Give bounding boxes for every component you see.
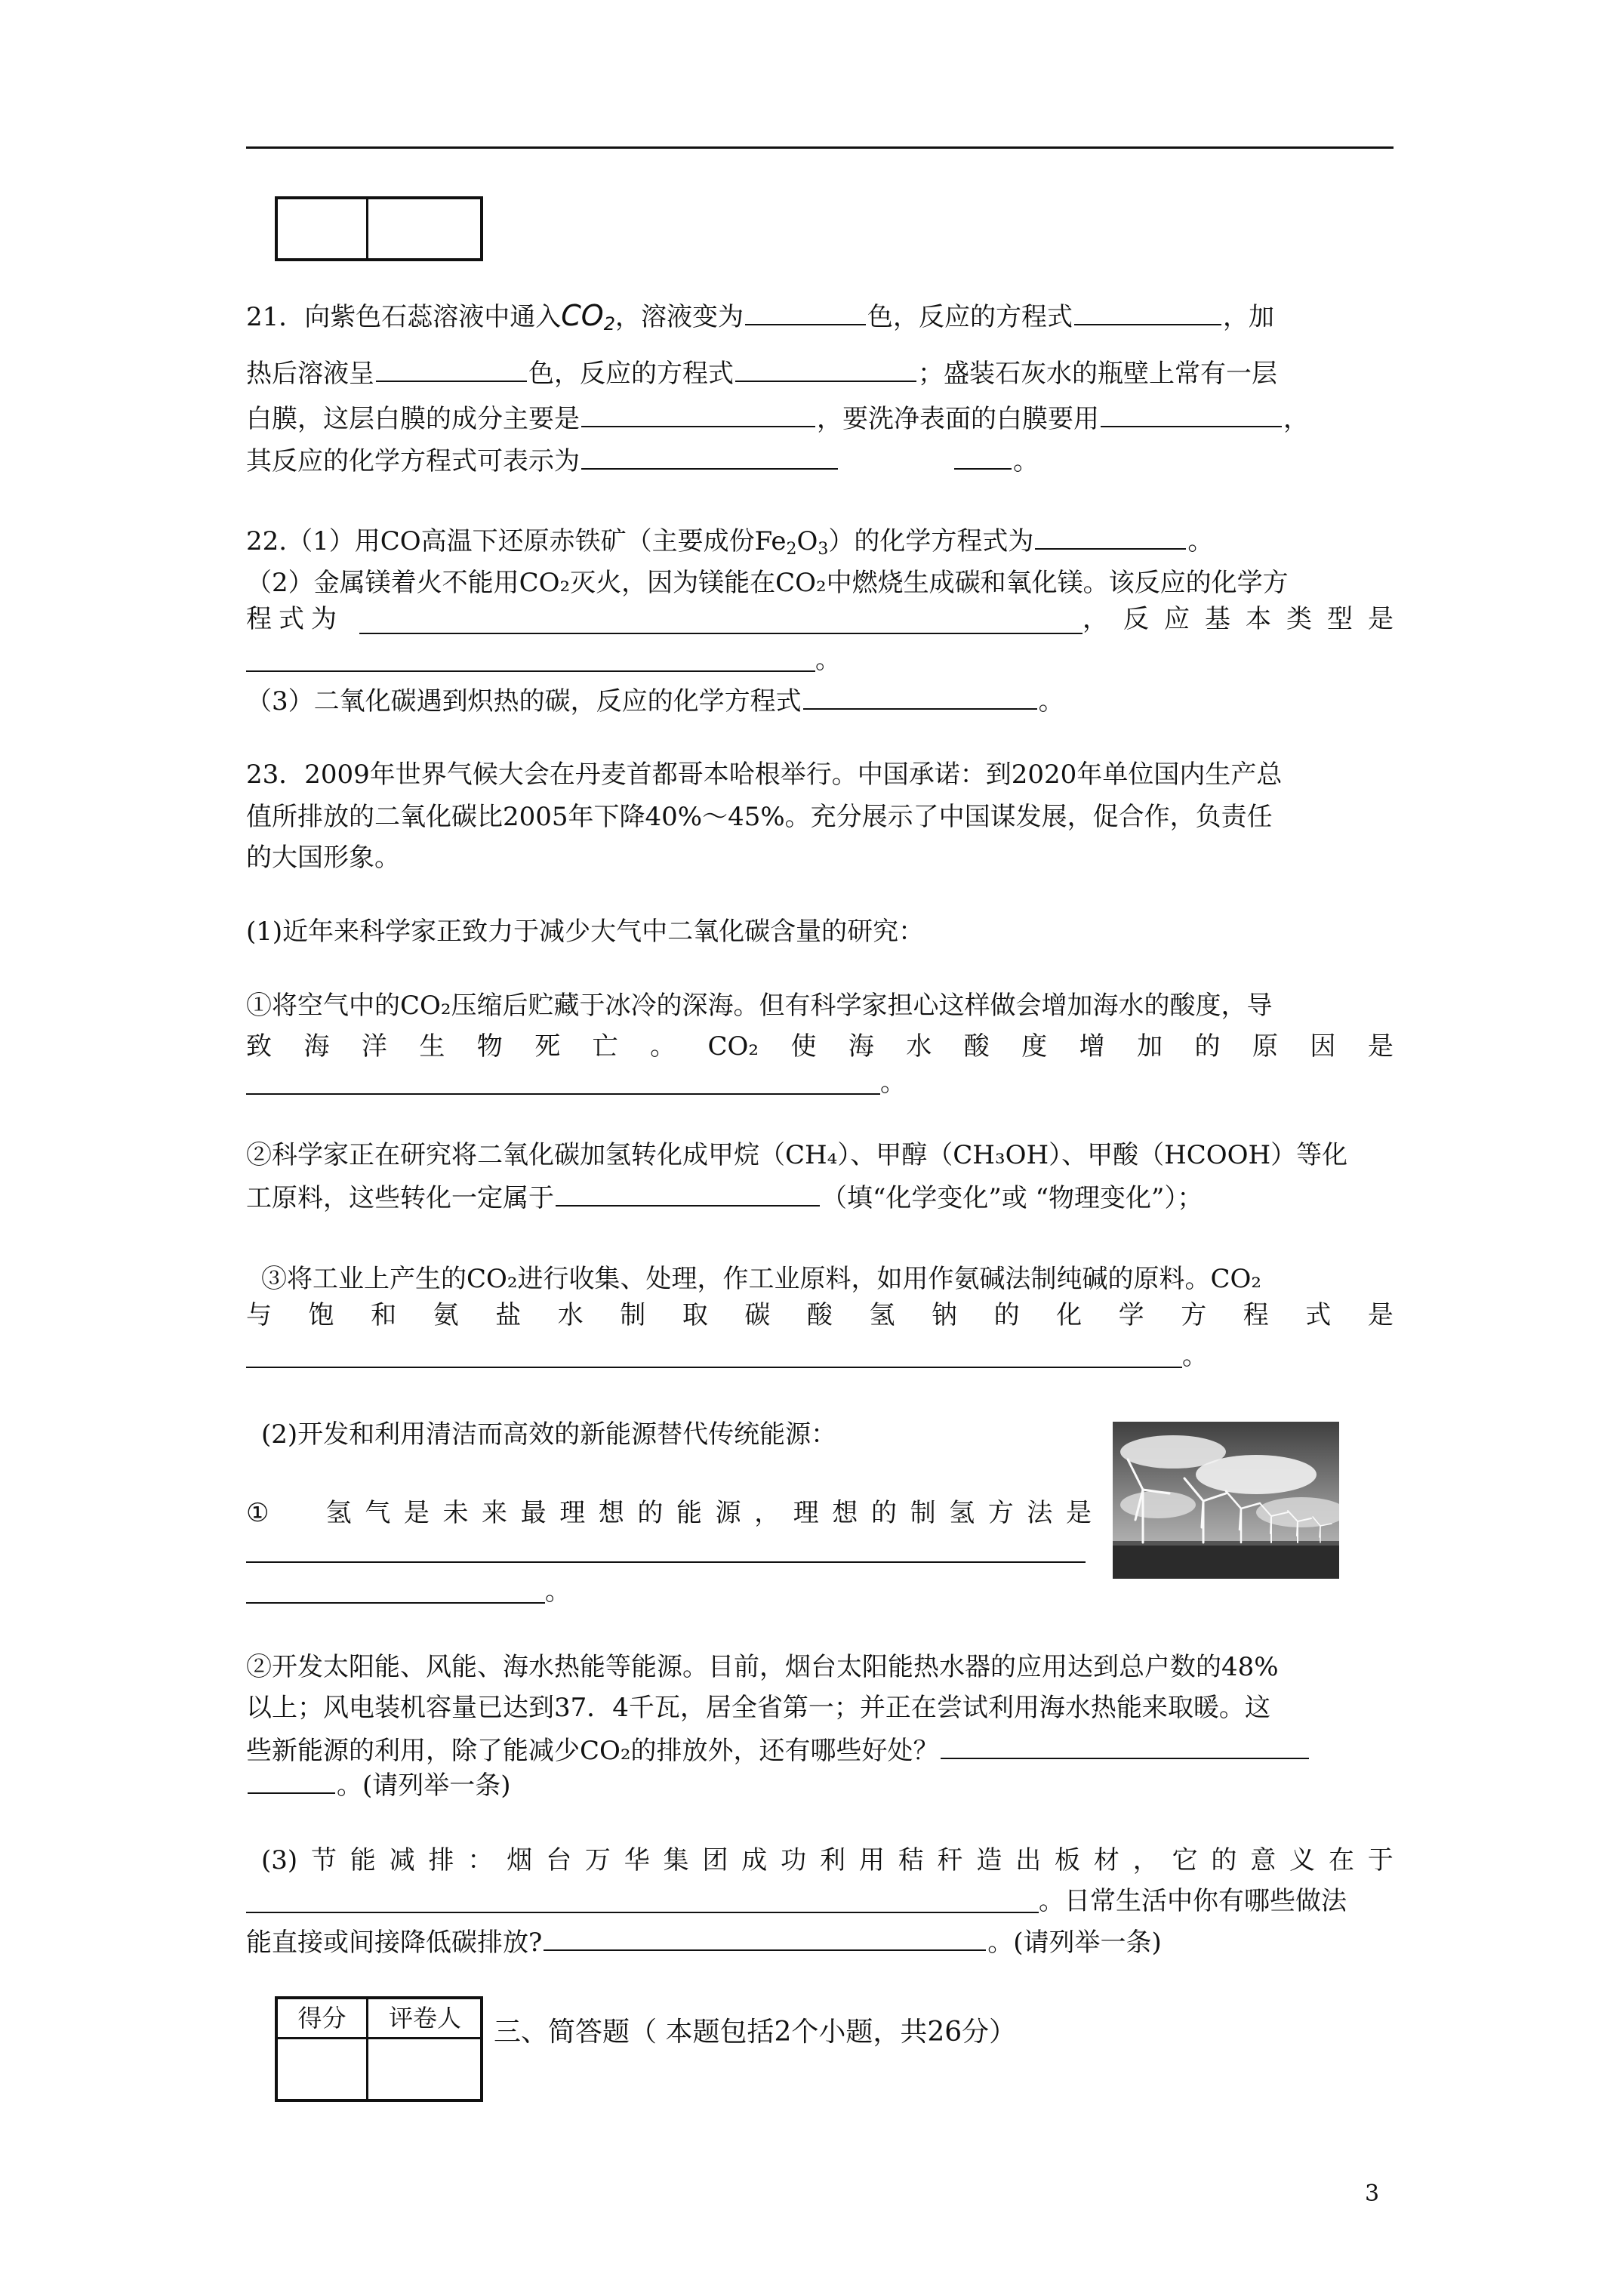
q23-e-line-2: 以上；风电装机容量已达到37．4千瓦，居全省第一；并正在尝试利用海水热能来取暖。这 xyxy=(246,1693,1270,1723)
grader-header: 评卷人 xyxy=(388,2004,461,2032)
score-box-top-divider xyxy=(366,196,368,261)
answer-blank[interactable] xyxy=(359,633,1083,634)
answer-blank[interactable] xyxy=(376,355,527,382)
q23-c-line-3: 。 xyxy=(1182,1341,1208,1371)
answer-blank[interactable] xyxy=(544,1924,986,1951)
co2-formula: $CO_2$ xyxy=(561,299,615,334)
answer-blank[interactable] xyxy=(246,670,815,672)
q22-line-3-end: ， 反 应 基 本 类 型 是 xyxy=(1083,604,1394,634)
q22-line-2: （2）金属镁着火不能用CO₂灭火，因为镁能在CO₂中燃烧生成碳和氧化镁。该反应的化学方 xyxy=(246,568,1289,598)
q23-b-line-2: 工原料，这些转化一定属于 （填“化学变化”或 “物理变化”）； xyxy=(246,1179,1203,1216)
q22-line-1: 22.（1）用CO高温下还原赤铁矿（主要成份$Fe_2O_3$）的化学方程式为 。 xyxy=(246,522,1213,568)
q21-line-4: 其反应的化学方程式可表示为 。 xyxy=(246,442,1039,479)
answer-blank[interactable] xyxy=(246,1912,1039,1913)
answer-blank[interactable] xyxy=(745,298,866,325)
q22-line-5: （3）二氧化碳遇到炽热的碳，反应的化学方程式 。 xyxy=(246,683,1064,720)
q23-d-line-1: ① 氢 气 是 未 来 最 理 想 的 能 源 ， 理 想 的 制 氢 方 法 是 xyxy=(246,1498,1092,1528)
q21-line-3: 白膜，这层白膜的成分主要是 ，要洗净表面的白膜要用 ， xyxy=(246,400,1309,437)
q23-a-line-3: 。 xyxy=(880,1068,906,1098)
answer-blank[interactable] xyxy=(1101,400,1282,427)
score-box-top xyxy=(275,196,483,261)
answer-blank[interactable] xyxy=(954,442,1012,470)
q23-para-3: 的大国形象。 xyxy=(246,843,400,873)
q23-a-line-2: 致 海 洋 生 物 死 亡 。 CO₂ 使 海 水 酸 度 增 加 的 原 因 是 xyxy=(246,1031,1394,1062)
q21-line-2: 热后溶液呈 色，反应的方程式 ；盛装石灰水的瓶壁上常有一层 xyxy=(246,355,1277,392)
answer-blank[interactable] xyxy=(246,1367,1182,1368)
q23-para-2: 值所排放的二氧化碳比2005年下降40%～45%。充分展示了中国谋发展，促合作，负责任 xyxy=(246,802,1273,832)
q21-line-1: 21．向紫色石蕊溶液中通入$CO_2$，溶液变为 色，反应的方程式 ，加 xyxy=(246,299,1274,334)
q23-c-line-1: ③将工业上产生的CO₂进行收集、处理，作工业原料，如用作氨碱法制纯碱的原料。CO₂ xyxy=(261,1264,1262,1294)
q23-e-line-1: ②开发太阳能、风能、海水热能等能源。目前，烟台太阳能热水器的应用达到总户数的48% xyxy=(246,1652,1279,1682)
answer-blank[interactable] xyxy=(246,1561,1086,1563)
wind-turbine-photo xyxy=(1113,1422,1339,1579)
q23-d-line-3: 。 xyxy=(545,1576,571,1607)
q23-a-line-1: ①将空气中的CO₂压缩后贮藏于冰冷的深海。但有科学家担心这样做会增加海水的酸度，导 xyxy=(246,991,1273,1021)
section-3-title: 三、简答题（ 本题包括2个小题，共26分） xyxy=(494,2017,1017,2048)
q23-e-line-4: 。(请列举一条) xyxy=(246,1767,511,1804)
answer-blank[interactable] xyxy=(246,1093,880,1095)
answer-blank[interactable] xyxy=(735,355,916,382)
answer-blank[interactable] xyxy=(581,442,838,470)
q23-e-line-3: 些新能源的利用，除了能减少CO₂的排放外，还有哪些好处？ xyxy=(246,1732,1310,1769)
header-rule xyxy=(246,146,1394,149)
answer-blank[interactable] xyxy=(1074,298,1221,325)
q23-sub-1: (1)近年来科学家正致力于减少大气中二氧化碳含量的研究： xyxy=(246,917,925,947)
q23-f-line-1: (3) 节 能 减 排 ： 烟 台 万 华 集 团 成 功 利 用 秸 秆 造 出 板 材 ， 它 的 意 义 在 于 xyxy=(261,1845,1394,1875)
answer-blank[interactable] xyxy=(803,683,1037,710)
q23-f-line-2: 。日常生活中你有哪些做法 xyxy=(1039,1886,1347,1916)
q23-c-line-2: 与 饱 和 氨 盐 水 制 取 碳 酸 氢 钠 的 化 学 方 程 式 是 xyxy=(246,1300,1394,1330)
page-number: 3 xyxy=(1365,2180,1380,2207)
answer-blank[interactable] xyxy=(941,1732,1309,1759)
q23-para-1: 23．2009年世界气候大会在丹麦首都哥本哈根举行。中国承诺：到2020年单位国内生产总 xyxy=(246,760,1283,790)
answer-blank[interactable] xyxy=(1035,522,1186,550)
q22-line-4: 。 xyxy=(815,645,841,675)
q23-f-line-3: 能直接或间接降低碳排放? 。(请列举一条) xyxy=(246,1924,1162,1961)
q22-line-3-start: 程 式 为 xyxy=(246,604,337,634)
answer-blank[interactable] xyxy=(581,400,815,427)
answer-blank[interactable] xyxy=(246,1602,545,1604)
q23-sub-2: (2)开发和利用清洁而高效的新能源替代传统能源： xyxy=(261,1419,837,1450)
answer-blank[interactable] xyxy=(556,1179,820,1207)
score-header: 得分 xyxy=(297,2004,346,2032)
q23-b-line-1: ②科学家正在研究将二氧化碳加氢转化成甲烷（CH₄）、甲醇（CH₃OH）、甲酸（HCOOH）等化 xyxy=(246,1140,1348,1170)
score-table-row-divider xyxy=(275,2037,483,2039)
answer-blank[interactable] xyxy=(248,1767,335,1794)
